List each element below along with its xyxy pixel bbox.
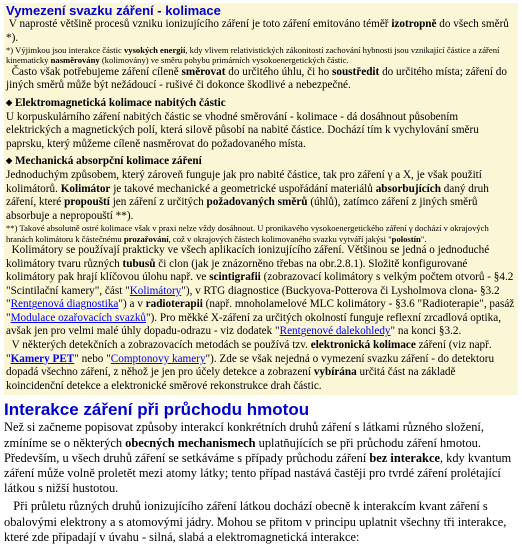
- section-title-collimation: Vymezení svazku záření - kolimace: [6, 3, 221, 18]
- link-modulace-ozarovacich-svazku[interactable]: Modulace ozařovacích svazků: [10, 311, 147, 324]
- paragraph-mechanical-collimation: Jednoduchým způsobem, který zároveň funguje jak pro nabité částice, tak pro záření γ a X, je však použití kolimátorů. Kolimátor je takové mechanické a geometrické uspořádání materiálů absorbujících daný druh záření, které propouští jen záření z určitých požadovaných směrů (úhlů), zatímco záření z jiných směrů absorbuje a nepropouští **).: [6, 168, 489, 222]
- footnote-1: *) Výjimkou jsou interakce částic vysokých energií, kdy vlivem relativistických zákonitostí zachování hybnosti jsou vznikající částice a záření kinematicky nasměrovány (kolimovány) ve směru pohybu primárních vysokoenergetických částic.: [6, 45, 500, 66]
- paragraph-em-collimation: U korpuskulárního záření nabitých částic se vhodné směrování - kolimace - dá dosáhnout působením elektrických a magnetických polí, která silově působí na nabité částice. Dochází tím k vychylování směru paprsku, který můžeme cíleně nasměrovat do požadovaného místa.: [6, 110, 479, 150]
- link-comptonovy-kamery[interactable]: Comptonovy kamery: [110, 352, 206, 365]
- collimation-section: [4, 3, 518, 395]
- paragraph-electronic-collimation: V některých detekčních a zobrazovacích metodách se používá tzv. elektronická kolimace záření (viz např. "Kamery PET" nebo "Comptonovy kamery"). Zde se však nejedná o vymezení svazku záření - do detektoru dopadá všechno záření, z něhož je jen pro účely detekce a zobrazení vybírána určitá část na základě koincidenční detekce a elektronické směrové rekonstrukce drah částic.: [6, 339, 495, 392]
- link-kamery-pet[interactable]: Kamery PET: [10, 352, 75, 365]
- paragraph-interactions-intro: Než si začneme popisovat způsoby interakcí konkrétních druhů záření s látkami různého složení, zmíníme se o některých obecných mechanismech uplatňujících se při průchodu záření hmotou. Především, u všech druhů záření se setkáváme s případy průchodu záření bez interakce, kdy kvantum záření může volně proletět mezi atomy látky; tento případ nastává častěji pro tvrdé záření prolétající látkou s nižší hustotou.: [4, 420, 512, 496]
- diamond-bullet-icon: ◆: [6, 97, 13, 107]
- link-kolimatory[interactable]: Kolimátory: [129, 284, 182, 297]
- subheading-mechanical-collimation: ◆ Mechanická absorpční kolimace záření: [6, 155, 202, 168]
- link-rentgenove-dalekohledy[interactable]: Rentgenové dalekohledy: [279, 325, 391, 338]
- section-title-interactions: Interakce záření při průchodu hmotou: [4, 400, 310, 420]
- paragraph-collimator-usage: Kolimátory se používají prakticky ve všech aplikacích ionizujícího záření. Většinou se jedná o jednoduché kolimátory tvaru různých tubusů či clon (jak je znázorněno třebas na obr.2.8.1). Složitě konfigurované kolimátory pak hrají klíčovou úlohu např. ve scintigrafii (zobrazovací kolimátory s velkým počtem otvorů - §4.2 "Scintilační kamery", část "Kolimátory"), v RTG diagnostice (Buckyova-Potterova či Lysholmova clona- §3.2 "Rentgenová diagnostika") a v radioterapii (např. mnoholamelové MLC kolimátory - §3.6 "Radioterapie", pasáž "Modulace ozařovacích svazků"). Pro měkké X-záření za určitých okolností funguje reflexní zrcadlová optika, avšak jen pro velmi malé úhly dopadu-odrazu - viz dodatek "Rentgenové dalekohledy" na konci §3.2.: [6, 243, 515, 338]
- paragraph-interactions-types: Při průletu různých druhů ionizujícího záření látkou dochází obecně k interakcím kvant záření s obalovými elektrony a s atomovými jádry. Mohou se přitom v principu uplatnit všechny tři interakce, které zde připadají v úvahu - silná, slabá a elektromagnetická interakce:: [4, 499, 507, 544]
- subheading-em-collimation: ◆ Elektromagnetická kolimace nabitých částic: [6, 96, 226, 109]
- footnote-2: **) Takové absolutně ostré kolimace však v praxi nelze vždy dosáhnout. U pronikavého vysokoenergetického záření γ dochází v okrajových hranách kolimátoru k částečnému prozařování, což v okrajových částech kolimovaného svazku vytváří jakýsi "polostín".: [6, 223, 489, 244]
- intro-paragraph: V naprosté většině procesů vzniku ionizujícího záření je toto záření emitováno téměř izotropně do všech směrů *).: [6, 18, 509, 44]
- diamond-bullet-icon: ◆: [6, 156, 13, 166]
- paragraph-directing: Často však potřebujeme záření cíleně směrovat do určitého úhlu, či ho soustředit do určitého místa; záření do jiných směrů může být nežádoucí - rušivé či dokonce škodlivé a nebezpečné.: [6, 65, 507, 92]
- link-rentgenova-diagnostika[interactable]: Rentgenová diagnostika: [10, 298, 119, 311]
